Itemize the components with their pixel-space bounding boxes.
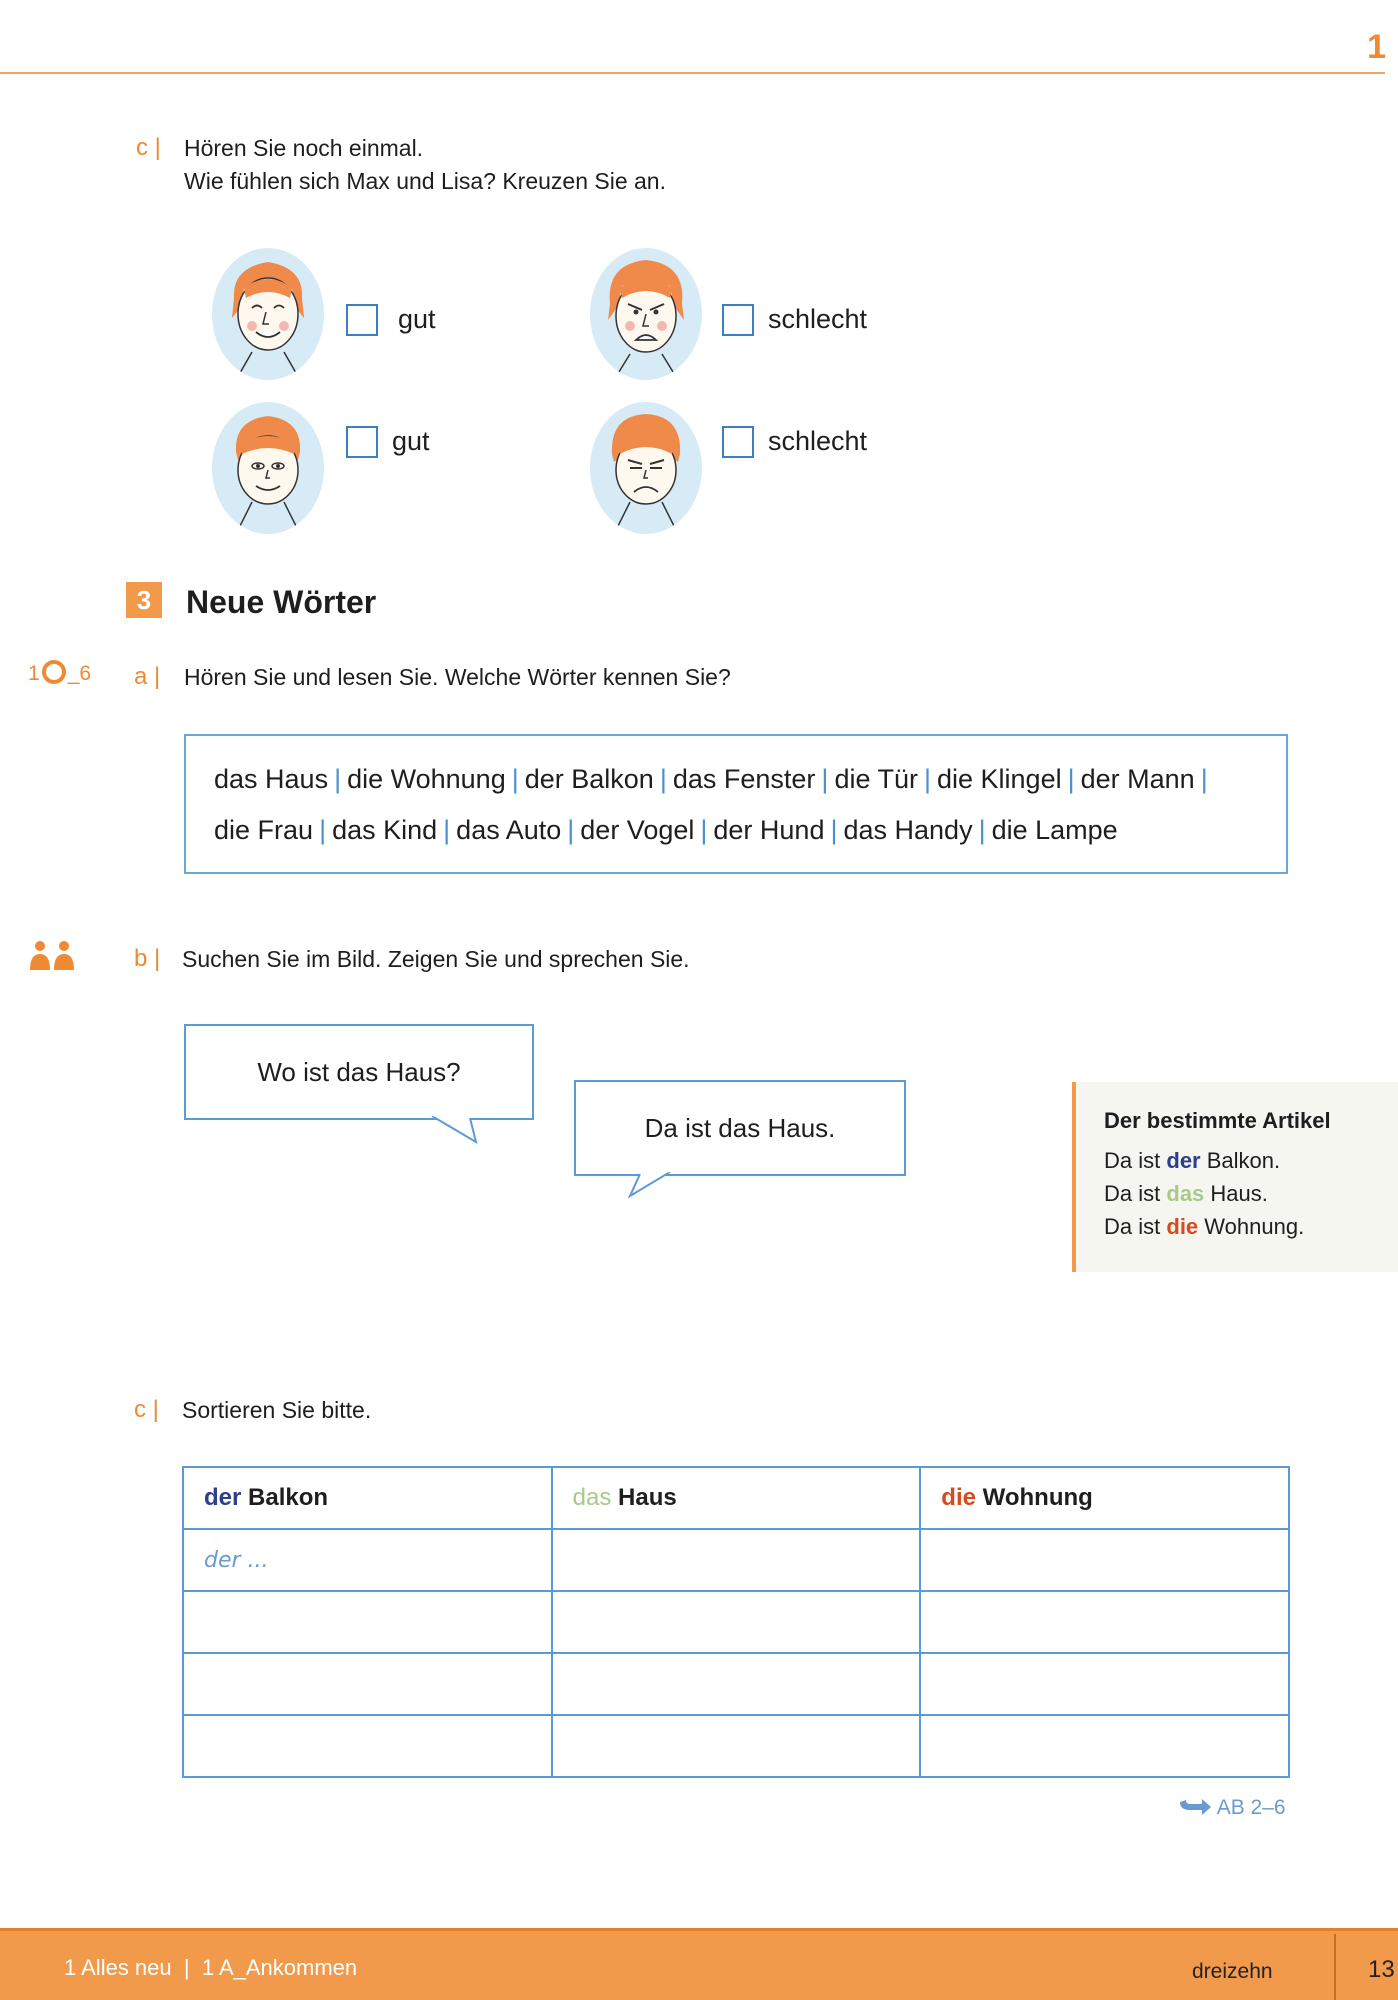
table-row [183,1715,1289,1777]
audio-track-marker[interactable]: 1 _6 [28,662,92,685]
section-number: 3 [126,582,162,618]
column-header-der: der Balkon [183,1467,552,1529]
grammar-title: Der bestimmte Artikel [1104,1108,1331,1133]
exercise-a-instruction: Hören Sie und lesen Sie. Welche Wörter kennen Sie? [184,664,731,690]
exercise-b-instruction: Suchen Sie im Bild. Zeigen Sie und sprechen Sie. [182,946,690,972]
chapter-number: 1 [1367,28,1386,66]
checkbox-max-gut[interactable] [346,304,378,336]
lisa-happy-face-image [212,402,324,534]
word-separator: | [700,815,708,845]
vocab-word: die Frau [214,815,314,845]
vocab-word: der Vogel [580,815,695,845]
vocab-word: der Hund [713,815,825,845]
grammar-info-box [1072,1082,1398,1272]
word-separator: | [978,815,986,845]
word-separator: | [319,815,327,845]
table-row [183,1591,1289,1653]
exercise-c-label: c | [136,134,161,161]
table-cell[interactable] [920,1653,1289,1715]
exercise-c2-instruction: Sortieren Sie bitte. [182,1397,372,1423]
footer-chapter: 1 Alles neu | 1 A_Ankommen [64,1955,358,1980]
table-row [183,1529,1289,1591]
checkbox-lisa-schlecht[interactable] [722,426,754,458]
workbook-reference[interactable]: AB 2–6 [1178,1796,1286,1820]
sort-table [182,1466,1290,1778]
word-separator: | [567,815,575,845]
max-happy-face-image [212,248,324,380]
table-cell[interactable] [183,1529,552,1591]
exercise-b-label: b | [134,945,161,972]
grammar-row-der: Da ist der Balkon. [1104,1148,1281,1173]
column-header-das: das Haus [552,1467,921,1529]
partner-work-icon [28,940,76,975]
arrow-right-icon [1178,1798,1212,1816]
cd-icon [42,660,66,684]
page-number: 13 [1368,1956,1395,1983]
word-separator: | [334,764,342,794]
exercise-c-instruction [184,132,666,198]
grammar-row-die: Da ist die Wohnung. [1104,1214,1305,1239]
top-rule [0,72,1385,74]
checkbox-max-schlecht[interactable] [722,304,754,336]
speech-bubble-question-tail [420,1116,480,1146]
table-cell[interactable] [920,1715,1289,1777]
word-line-1 [214,754,1258,805]
vocab-word: der Balkon [524,764,654,794]
speech-bubble-answer-tail [620,1172,680,1202]
speech-bubble-answer: Da ist das Haus. [574,1080,906,1176]
word-separator: | [659,764,667,794]
table-cell[interactable] [552,1529,921,1591]
footer-page-word: dreizehn [1192,1960,1273,1983]
vocab-word: der Mann [1080,764,1195,794]
table-cell[interactable] [183,1653,552,1715]
instruction-line-2: Wie fühlen sich Max und Lisa? Kreuzen Sie an. [184,168,666,194]
vocab-word: das Handy [843,815,973,845]
checkbox-lisa-gut[interactable] [346,426,378,458]
option-label-schlecht-2: schlecht [768,426,868,456]
vocab-word: das Kind [332,815,438,845]
word-separator: | [443,815,451,845]
column-header-die: die Wohnung [920,1467,1289,1529]
table-row [183,1653,1289,1715]
table-cell[interactable] [920,1591,1289,1653]
lisa-sad-face-image [590,402,702,534]
section-title: Neue Wörter [186,584,377,620]
word-separator: | [511,764,519,794]
vocab-word: die Klingel [937,764,1062,794]
instruction-line-1: Hören Sie noch einmal. [184,135,424,161]
footer-divider [1334,1934,1336,2000]
word-separator: | [830,815,838,845]
handwritten-example: der ... [204,1548,269,1573]
grammar-row-das: Da ist das Haus. [1104,1181,1268,1206]
table-cell[interactable] [183,1715,552,1777]
word-separator: | [923,764,931,794]
vocab-word: das Haus [214,764,329,794]
table-cell[interactable] [552,1715,921,1777]
word-separator: | [821,764,829,794]
speech-bubble-question: Wo ist das Haus? [184,1024,534,1120]
word-separator: | [1200,764,1208,794]
exercise-a-label: a | [134,663,161,690]
vocab-word: die Tür [834,764,918,794]
option-label-gut-2: gut [392,426,430,456]
word-line-2 [214,805,1258,856]
word-separator: | [1067,764,1075,794]
sort-table-header [183,1467,1289,1529]
word-box [184,734,1288,874]
option-label-schlecht: schlecht [768,304,868,334]
exercise-c2-label: c | [134,1396,159,1423]
vocab-word: die Wohnung [347,764,506,794]
table-cell[interactable] [920,1529,1289,1591]
vocab-word: die Lampe [991,815,1118,845]
vocab-word: das Fenster [672,764,816,794]
table-cell[interactable] [552,1591,921,1653]
option-label-gut: gut [398,304,436,334]
table-cell[interactable] [552,1653,921,1715]
vocab-word: das Auto [456,815,562,845]
table-cell[interactable] [183,1591,552,1653]
max-angry-face-image [590,248,702,380]
